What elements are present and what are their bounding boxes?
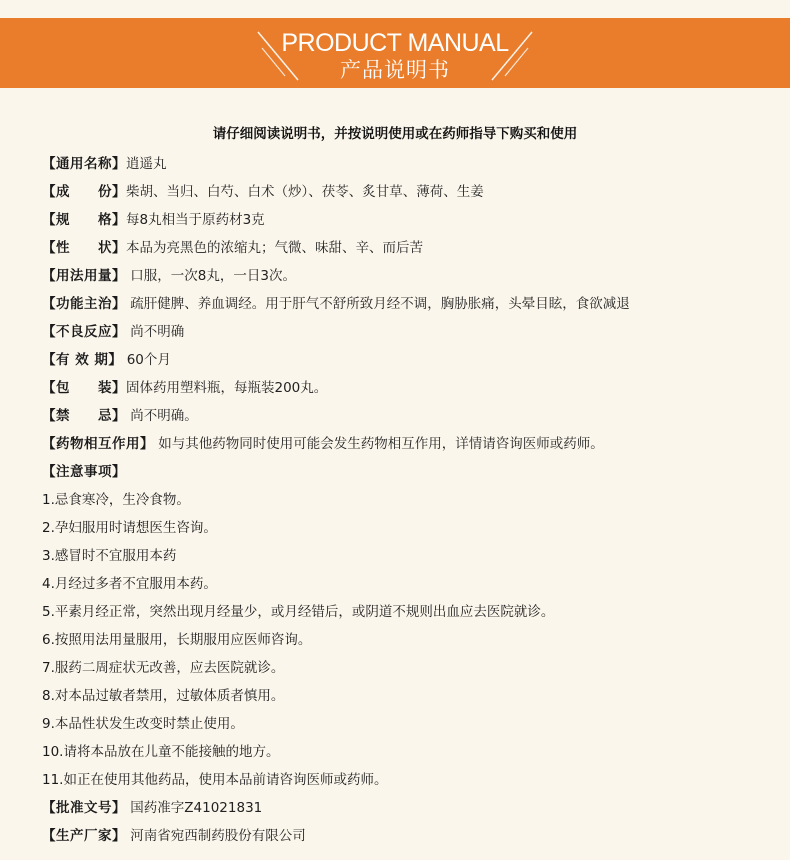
field-label: 【包 装】 [42, 380, 126, 396]
manual-content [42, 150, 782, 850]
manual-title-en: PRODUCT MANUAL [281, 29, 509, 57]
field-label: 【用法用量】 [42, 268, 126, 284]
precaution-item: 1.忌食寒冷，生冷食物。 [42, 492, 190, 508]
field-manufacturer [42, 822, 782, 850]
manual-title-cn: 产品说明书 [340, 58, 450, 82]
precaution-item: 2.孕妇服用时请想医生咨询。 [42, 520, 217, 536]
field-approval-number [42, 794, 782, 822]
field-contraindications [42, 402, 782, 430]
field-value: 国药准字Z41021831 [130, 800, 263, 816]
precaution-item: 6.按照用法用量服用，长期服用应医师咨询。 [42, 632, 312, 648]
field-indications [42, 290, 782, 318]
field-label: 【成 份】 [42, 184, 126, 200]
field-label: 【批准文号】 [42, 800, 126, 816]
precaution-item: 7.服药二周症状无改善，应去医院就诊。 [42, 660, 285, 676]
field-label: 【规 格】 [42, 212, 126, 228]
field-value: 柴胡、当归、白芍、白术（炒）、茯苓、炙甘草、薄荷、生姜 [126, 184, 484, 200]
field-properties [42, 234, 782, 262]
field-usage [42, 262, 782, 290]
field-label: 【不良反应】 [42, 324, 126, 340]
field-value: 尚不明确。 [130, 408, 198, 424]
field-label: 【生产厂家】 [42, 828, 126, 844]
field-validity [42, 346, 782, 374]
field-package [42, 374, 782, 402]
field-value: 河南省宛西制药股份有限公司 [130, 828, 306, 844]
field-adverse-reactions [42, 318, 782, 346]
field-value: 本品为亮黑色的浓缩丸；气微、味甜、辛、而后苦 [126, 240, 423, 256]
field-label: 【药物相互作用】 [42, 436, 154, 452]
field-value: 口服，一次8丸，一日3次。 [130, 268, 296, 284]
field-precautions-heading [42, 458, 782, 486]
field-label: 【有 效 期】 [42, 352, 123, 368]
field-specification [42, 206, 782, 234]
field-ingredients [42, 178, 782, 206]
field-label: 【通用名称】 [42, 156, 126, 172]
field-value: 如与其他药物同时使用可能会发生药物相互作用，详情请咨询医师或药师。 [158, 436, 604, 452]
precaution-item: 11.如正在使用其他药品，使用本品前请咨询医师或药师。 [42, 772, 388, 788]
field-value: 尚不明确 [130, 324, 185, 340]
field-value: 60个月 [126, 352, 171, 368]
field-value: 每8丸相当于原药材3克 [126, 212, 265, 228]
field-label: 【注意事项】 [42, 464, 126, 480]
precaution-item: 4.月经过多者不宜服用本药。 [42, 576, 217, 592]
field-generic-name [42, 150, 782, 178]
precaution-item: 9.本品性状发生改变时禁止使用。 [42, 716, 244, 732]
precaution-item: 8.对本品过敏者禁用，过敏体质者慎用。 [42, 688, 285, 704]
field-interactions [42, 430, 782, 458]
field-label: 【性 状】 [42, 240, 126, 256]
field-value: 固体药用塑料瓶，每瓶装200丸。 [126, 380, 328, 396]
precaution-item: 5.平素月经正常，突然出现月经量少，或月经错后，或阴道不规则出血应去医院就诊。 [42, 604, 555, 620]
field-value: 疏肝健脾、养血调经。用于肝气不舒所致月经不调，胸胁胀痛，头晕目眩，食欲减退 [130, 296, 630, 312]
top-strip [0, 0, 790, 18]
header-banner [0, 18, 790, 88]
precaution-item: 3.感冒时不宜服用本药 [42, 548, 177, 564]
field-label: 【禁 忌】 [42, 408, 126, 424]
reading-notice: 请仔细阅读说明书，并按说明使用或在药师指导下购买和使用 [212, 126, 578, 142]
precaution-item: 10.请将本品放在儿童不能接触的地方。 [42, 744, 280, 760]
field-label: 【功能主治】 [42, 296, 126, 312]
field-value: 逍遥丸 [126, 156, 167, 172]
